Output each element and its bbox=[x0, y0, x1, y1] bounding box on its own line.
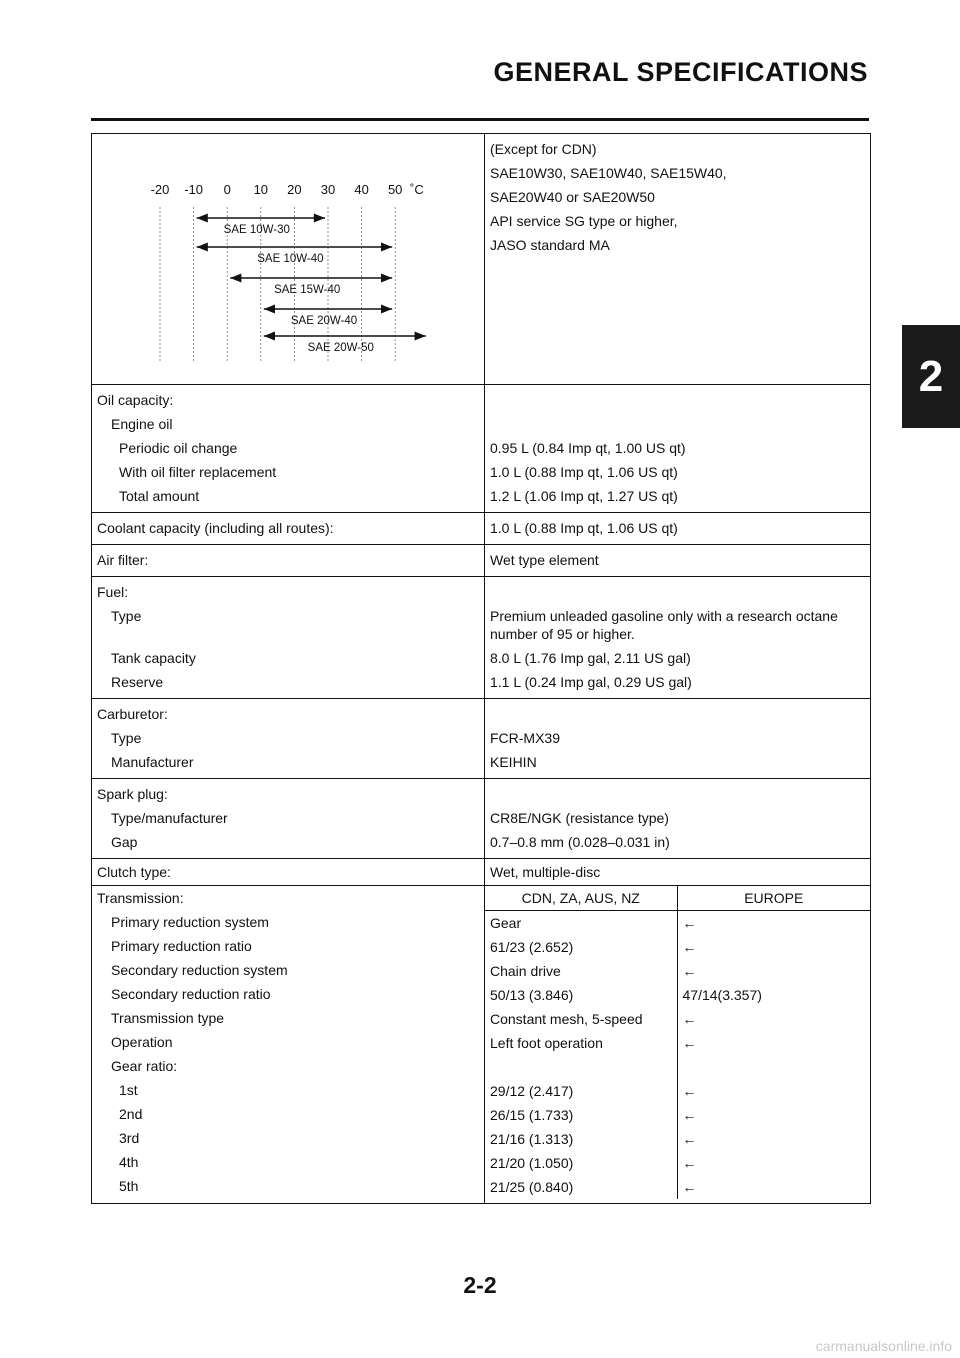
gear-value: ← bbox=[682, 1131, 697, 1147]
spec-value: Premium unleaded gasoline only with a research octane number of 95 or higher. bbox=[490, 608, 838, 642]
coolant-label: Coolant capacity (including all routes): bbox=[97, 520, 334, 536]
oil-spec-line: SAE10W30, SAE10W40, SAE15W40, bbox=[490, 165, 727, 181]
spec-label: Transmission type bbox=[111, 1010, 225, 1026]
spec-value: CR8E/NGK (resistance type) bbox=[490, 810, 669, 826]
clutch-row bbox=[92, 859, 871, 886]
gear-value: ← bbox=[682, 1155, 697, 1171]
temp-tick-label: 30 bbox=[320, 182, 336, 197]
spec-label: Reserve bbox=[111, 674, 164, 690]
gear-value: ← bbox=[682, 1179, 697, 1195]
gear-value: 21/20 (1.050) bbox=[485, 1151, 677, 1175]
spec-label: Secondary reduction system bbox=[111, 962, 288, 978]
temp-unit-label: ˚C bbox=[410, 182, 424, 197]
viscosity-grade-label: SAE 20W-50 bbox=[307, 342, 374, 354]
chapter-tab: 2 bbox=[902, 325, 960, 428]
oil-viscosity-chart bbox=[97, 137, 480, 373]
spec-value: Left foot operation bbox=[485, 1031, 677, 1055]
spec-value: 1.1 L (0.24 Imp gal, 0.29 US gal) bbox=[490, 674, 692, 690]
spec-value: 61/23 (2.652) bbox=[485, 935, 677, 959]
viscosity-grade-label: SAE 15W-40 bbox=[274, 284, 341, 296]
page-number: 2-2 bbox=[463, 1272, 497, 1298]
temp-tick-label: 50 bbox=[387, 182, 403, 197]
spec-value: Constant mesh, 5-speed bbox=[485, 1007, 677, 1031]
air-filter-row bbox=[92, 545, 871, 577]
clutch-value: Wet, multiple-disc bbox=[490, 864, 601, 880]
oil-spec-line: API service SG type or higher, bbox=[490, 213, 678, 229]
oil-viscosity-chart-cell bbox=[92, 134, 485, 385]
gear-label: 3rd bbox=[119, 1130, 140, 1146]
spec-label: Primary reduction system bbox=[111, 914, 269, 930]
spec-value: ← bbox=[682, 939, 697, 955]
gear-value: ← bbox=[682, 1083, 697, 1099]
spec-value: 0.95 L (0.84 Imp qt, 1.00 US qt) bbox=[490, 440, 686, 456]
spec-value: 1.0 L (0.88 Imp qt, 1.06 US qt) bbox=[490, 464, 678, 480]
spec-value: KEIHIN bbox=[490, 754, 537, 770]
gear-ratio-heading: Gear ratio: bbox=[111, 1058, 178, 1074]
oil-capacity-values bbox=[485, 385, 871, 513]
spec-value: ← bbox=[682, 963, 697, 979]
viscosity-grade-label: SAE 10W-40 bbox=[257, 253, 324, 265]
air-filter-label: Air filter: bbox=[97, 552, 149, 568]
spec-label: Manufacturer bbox=[111, 754, 194, 770]
gear-value: 29/12 (2.417) bbox=[485, 1079, 677, 1103]
spec-label: Operation bbox=[111, 1034, 173, 1050]
spec-value: 50/13 (3.846) bbox=[485, 983, 677, 1007]
gear-label: 2nd bbox=[119, 1106, 143, 1122]
spec-value: 47/14(3.357) bbox=[682, 987, 762, 1003]
carburetor-heading: Carburetor: bbox=[97, 706, 168, 722]
oil-capacity-labels bbox=[92, 385, 485, 513]
temp-tick-label: 10 bbox=[253, 182, 269, 197]
spec-label: Total amount bbox=[119, 488, 200, 504]
spec-label: Periodic oil change bbox=[119, 440, 238, 456]
spark-plug-heading: Spark plug: bbox=[97, 786, 168, 802]
region-header-cdn: CDN, ZA, AUS, NZ bbox=[485, 886, 677, 911]
oil-spec-cell bbox=[485, 134, 871, 385]
air-filter-value: Wet type element bbox=[490, 552, 599, 568]
spec-label: Secondary reduction ratio bbox=[111, 986, 271, 1002]
spec-label: With oil filter replacement bbox=[119, 464, 277, 480]
gear-label: 1st bbox=[119, 1082, 138, 1098]
temp-tick-label: -20 bbox=[150, 182, 170, 197]
gear-label: 4th bbox=[119, 1154, 139, 1170]
gear-value: ← bbox=[682, 1107, 697, 1123]
temp-tick-label: 0 bbox=[223, 182, 231, 197]
spec-label: Type bbox=[111, 730, 142, 746]
spec-value: 0.7–0.8 mm (0.028–0.031 in) bbox=[490, 834, 670, 850]
spec-table bbox=[91, 133, 871, 1204]
spec-value: 1.2 L (1.06 Imp qt, 1.27 US qt) bbox=[490, 488, 678, 504]
coolant-row bbox=[92, 513, 871, 545]
spark-plug-row bbox=[92, 779, 871, 859]
oil-spec-line: SAE20W40 or SAE20W50 bbox=[490, 189, 655, 205]
clutch-label: Clutch type: bbox=[97, 864, 171, 880]
carburetor-row bbox=[92, 699, 871, 779]
transmission-values bbox=[485, 886, 870, 1199]
watermark: carmanualsonline.info bbox=[815, 1338, 952, 1354]
oil-capacity-heading: Oil capacity: bbox=[97, 392, 174, 408]
spec-value: ← bbox=[682, 1011, 697, 1027]
gear-value: 26/15 (1.733) bbox=[485, 1103, 677, 1127]
temp-tick-label: 40 bbox=[354, 182, 369, 197]
viscosity-grade-label: SAE 10W-30 bbox=[223, 224, 290, 236]
spec-label: Primary reduction ratio bbox=[111, 938, 252, 954]
gear-value: 21/25 (0.840) bbox=[485, 1175, 677, 1199]
coolant-value: 1.0 L (0.88 Imp qt, 1.06 US qt) bbox=[490, 520, 678, 536]
fuel-row bbox=[92, 577, 871, 699]
transmission-heading: Transmission: bbox=[97, 890, 184, 906]
oil-capacity-row bbox=[92, 385, 871, 513]
spec-value: Chain drive bbox=[485, 959, 677, 983]
viscosity-grade-label: SAE 20W-40 bbox=[290, 315, 358, 327]
engine-oil-label: Engine oil bbox=[111, 416, 173, 432]
gear-value: 21/16 (1.313) bbox=[485, 1127, 677, 1151]
spec-label: Gap bbox=[111, 834, 138, 850]
spec-label: Type/manufacturer bbox=[111, 810, 228, 826]
spec-label: Tank capacity bbox=[111, 650, 196, 666]
temp-tick-label: 20 bbox=[287, 182, 302, 197]
page-title: GENERAL SPECIFICATIONS bbox=[493, 57, 868, 87]
oil-spec-line: JASO standard MA bbox=[490, 237, 610, 253]
spec-value: ← bbox=[682, 915, 697, 931]
spec-value: ← bbox=[682, 1035, 697, 1051]
spec-value: FCR-MX39 bbox=[490, 730, 561, 746]
transmission-row bbox=[92, 886, 871, 1204]
region-header-europe: EUROPE bbox=[677, 886, 870, 911]
temp-tick-label: -10 bbox=[184, 182, 203, 197]
fuel-heading: Fuel: bbox=[97, 584, 129, 600]
spec-value: Gear bbox=[485, 911, 677, 936]
spec-value: 8.0 L (1.76 Imp gal, 2.11 US gal) bbox=[490, 650, 691, 666]
title-rule bbox=[91, 118, 869, 121]
gear-label: 5th bbox=[119, 1178, 139, 1194]
spec-label: Type bbox=[111, 608, 142, 624]
oil-spec-line: (Except for CDN) bbox=[490, 141, 597, 157]
oil-chart-row bbox=[92, 134, 871, 385]
